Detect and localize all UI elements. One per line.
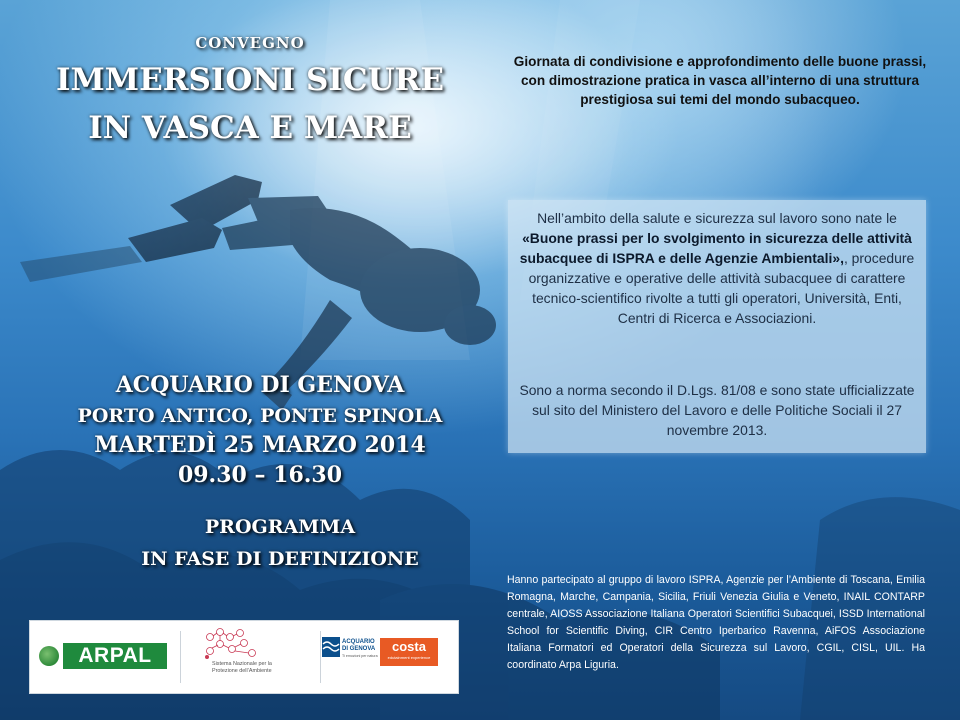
info-p1-tail: , procedure organizzative e operative delle attività subacquee di carattere tecnico-scientifico rivolte a tutti gli operatori, Università, Enti, Centri di Ricerca e Associazioni. [528,250,915,326]
program-heading: PROGRAMMA [204,516,356,538]
arpal-logo[interactable] [39,643,167,673]
info-paragraph-2: Sono a norma secondo il D.Lgs. 81/08 e sono state ufficializzate sul sito del Ministero del Lavoro e delle Politiche Sociali il 27 novembre 2013. [519,382,915,438]
costa-wordmark: costa [392,639,426,654]
acquario-wave-icon [322,637,340,657]
guidelines-comma: , [840,250,844,266]
acquario-wordmark: ACQUARIO DI GENOVA [342,639,376,652]
logo-divider [320,631,321,683]
costa-edutainment-logo[interactable] [380,638,438,666]
snpa-caption: Sistema Nazionale per la Protezione dell’Ambiente [212,661,272,674]
event-title-line2: IN VASCA E MARE [88,110,412,146]
sponsor-logo-strip [29,620,459,694]
logo-divider [180,631,181,683]
program-status: IN FASE DI DEFINIZIONE [141,548,419,570]
acquario-tagline: Ti emozioni per natura [342,654,378,658]
info-paragraph-1 [518,208,916,328]
event-kicker: CONVEGNO [195,34,305,52]
guidelines-title: «Buone prassi per lo svolgimento in sicurezza delle attività subacquee di ISPRA e delle Agenzie Ambientali» [519,230,912,266]
info-p1-lead: Nell’ambito della salute e sicurezza sul lavoro sono nate le [537,210,897,226]
event-date: MARTEDÌ 25 MARZO 2014 [94,432,426,458]
costa-tagline: edutainment experience [387,655,431,660]
arpal-globe-icon [39,646,59,666]
arpal-wordmark: ARPAL [63,643,167,669]
event-time: 09.30 – 16.30 [177,462,343,488]
event-venue: ACQUARIO DI GENOVA [115,372,405,398]
event-title-line1: IMMERSIONI SICURE [55,62,445,98]
event-address: PORTO ANTICO, PONTE SPINOLA [77,405,443,427]
credits-paragraph: Hanno partecipato al gruppo di lavoro ISPRA, Agenzie per l’Ambiente di Toscana, Emilia Romagna, Marche, Campania, Sicilia, Friuli Venezia Giulia e Veneto, INAIL CONTARP centrale, AIOSS Associazione Italiana Operatori Scientifici Subacquei, ISSD International School for Scientific Diving, CIR Centro Iperbarico Ravenna, AiFOS Associazione Italiana Formatori ed Operatori della Sicurezza sul Lavoro, CGIL, CISL, UIL. Ha coordinato Arpa Liguria. [507,574,925,671]
acquario-logo[interactable] [322,637,378,669]
snpa-molecule-icon [198,627,268,663]
snpa-logo[interactable] [198,627,308,689]
intro-paragraph: Giornata di condivisione e approfondimento delle buone prassi, con dimostrazione pratica in vasca all’interno di una struttura prestigiosa sui temi del mondo subacqueo. [513,54,927,107]
